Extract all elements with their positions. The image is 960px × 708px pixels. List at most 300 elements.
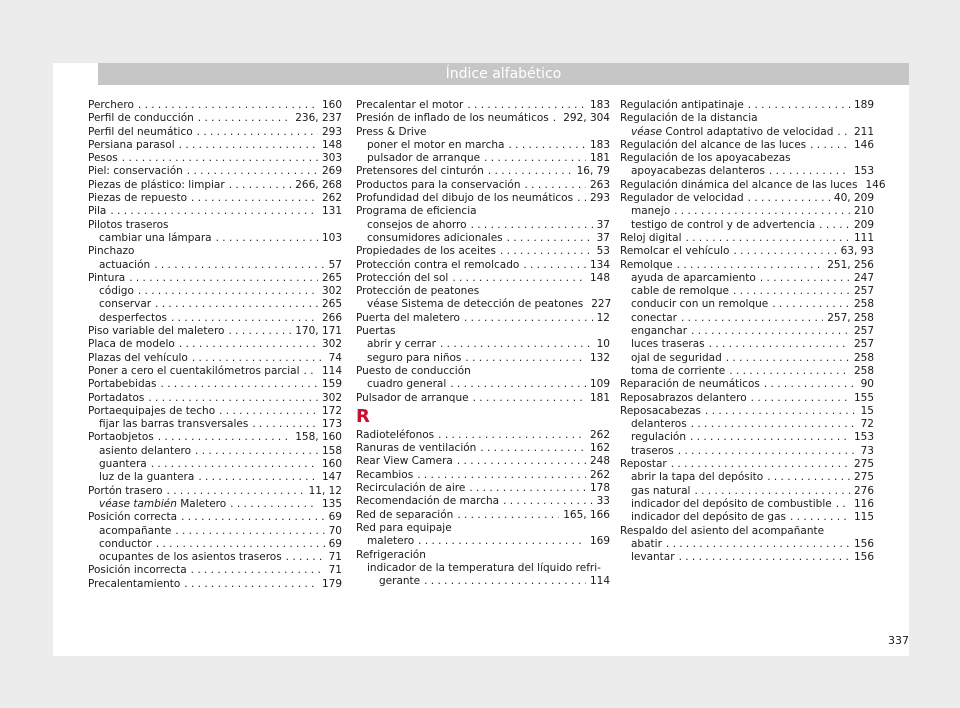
index-heading	[356, 549, 610, 562]
page-reference: 74	[328, 351, 342, 364]
page-reference: 63, 93	[840, 245, 874, 258]
entry-term: ayuda de aparcamiento	[631, 271, 756, 284]
index-entry	[88, 165, 342, 178]
entry-term: Remolque	[620, 258, 673, 271]
dot-leader	[525, 179, 586, 192]
entry-term: manejo	[631, 205, 671, 218]
page-reference: 57	[328, 258, 342, 271]
entry-term: indicador del depósito de gas	[631, 511, 786, 524]
entry-term: Regulación de la distancia	[620, 112, 758, 125]
index-entry	[620, 538, 874, 551]
entry-term: Perfil de conducción	[88, 112, 194, 125]
index-heading	[356, 126, 610, 139]
page-reference: 131	[321, 205, 342, 218]
entry-term: Protección del sol	[356, 271, 449, 284]
dot-leader	[171, 312, 318, 325]
dot-leader	[252, 418, 318, 431]
page-reference: 257, 258	[827, 311, 874, 324]
index-heading	[620, 112, 874, 125]
dot-leader	[503, 495, 593, 508]
index-entry	[88, 511, 342, 524]
page-reference: 209	[853, 218, 874, 231]
entry-term: Press & Drive	[356, 125, 427, 138]
dot-leader	[167, 485, 305, 498]
dot-leader	[230, 498, 318, 511]
page-reference: 160	[321, 99, 342, 111]
entry-term: Protección de peatones	[356, 285, 480, 298]
see-also-label: véase también	[99, 497, 177, 510]
entry-term: abatir	[631, 537, 662, 550]
index-entry	[620, 272, 874, 285]
entry-term: Profundidad del dibujo de los neumáticos	[356, 192, 574, 205]
page-reference: 114	[321, 364, 342, 377]
index-heading	[620, 525, 874, 538]
page-reference: 275	[853, 471, 874, 484]
index-entry	[88, 205, 342, 218]
index-entry	[356, 245, 610, 258]
dot-leader	[729, 365, 850, 378]
entry-term: conservar	[99, 298, 152, 311]
index-entry	[620, 298, 874, 311]
page-reference: 275	[853, 458, 874, 471]
entry-term: actuación	[99, 258, 151, 271]
entry-term: cuadro general	[367, 378, 447, 391]
page-reference: 156	[853, 537, 874, 550]
entry-term: Recirculación de aire	[356, 482, 466, 495]
dot-leader	[440, 338, 593, 351]
dot-leader	[709, 338, 850, 351]
dot-leader	[110, 205, 318, 218]
index-heading	[356, 365, 610, 378]
index-entry	[356, 469, 610, 482]
page-reference: 303	[321, 152, 342, 165]
entry-term: Productos para la conservación	[356, 178, 521, 191]
page-reference: 266	[321, 311, 342, 324]
index-entry	[356, 378, 610, 391]
dot-leader	[229, 179, 292, 192]
index-entry	[620, 325, 874, 338]
dot-leader	[179, 139, 318, 152]
index-heading	[356, 285, 610, 298]
entry-term: conductor	[99, 537, 152, 550]
dot-leader	[748, 192, 830, 205]
page-reference: 257	[853, 285, 874, 298]
page-reference: 169	[589, 535, 610, 548]
page-reference: 16, 79	[576, 165, 610, 178]
entry-term: Portadatos	[88, 391, 145, 404]
entry-term: Persiana parasol	[88, 138, 175, 151]
index-entry	[356, 165, 610, 178]
entry-term: abrir la tapa del depósito	[631, 471, 764, 484]
entry-term: Plazas del vehículo	[88, 351, 188, 364]
dot-leader	[790, 511, 850, 524]
index-heading	[88, 245, 342, 258]
dot-leader	[418, 535, 586, 548]
index-entry	[356, 535, 610, 548]
entry-term: cambiar una lámpara	[99, 231, 212, 244]
page-reference: 134	[589, 258, 610, 271]
page-reference: 302	[321, 338, 342, 351]
page-reference: 109	[589, 378, 610, 391]
page-reference: 158, 160	[295, 431, 342, 444]
index-entry	[620, 392, 874, 405]
dot-leader	[705, 405, 857, 418]
page-reference: 90	[860, 378, 874, 391]
dot-leader	[219, 405, 318, 418]
page-reference: 132	[589, 351, 610, 364]
index-entry	[620, 205, 874, 218]
entry-term: Repostar	[620, 458, 667, 471]
dot-leader	[457, 455, 586, 468]
entry-term: Remolcar el vehículo	[620, 245, 730, 258]
entry-term: Red de separación	[356, 508, 454, 521]
dot-leader	[484, 152, 586, 165]
dot-leader	[694, 485, 850, 498]
see-also-target: Control adaptativo de velocidad	[665, 125, 834, 138]
page-reference: 262	[589, 468, 610, 481]
page-reference: 179	[321, 577, 342, 590]
page-reference: 148	[589, 271, 610, 284]
dot-leader	[764, 378, 857, 391]
entry-term: Perfil del neumático	[88, 125, 193, 138]
page-reference: 183	[589, 138, 610, 151]
dot-leader	[679, 551, 850, 564]
dot-leader	[151, 458, 318, 471]
index-entry	[356, 442, 610, 455]
entry-term: seguro para niños	[367, 351, 462, 364]
entry-term: poner el motor en marcha	[367, 138, 505, 151]
entry-term: Pretensores del cinturón	[356, 165, 484, 178]
page-reference: 116	[853, 497, 874, 510]
page-reference: 269	[321, 165, 342, 178]
page-reference: 153	[853, 165, 874, 178]
entry-term: Pulsador de arranque	[356, 391, 469, 404]
index-entry	[356, 272, 610, 285]
page-reference: 111	[853, 231, 874, 244]
page-reference: 40, 209	[833, 192, 874, 205]
index-entry	[620, 418, 874, 431]
page-reference: 147	[321, 471, 342, 484]
page-reference: 257	[853, 338, 874, 351]
index-entry	[356, 152, 610, 165]
entry-term: Pila	[88, 205, 107, 218]
page-reference: 266, 268	[295, 178, 342, 191]
index-entry	[356, 338, 610, 351]
dot-leader	[450, 378, 586, 391]
entry-term: Piezas de plástico: limpiar	[88, 178, 225, 191]
index-entry	[88, 365, 342, 378]
page-number: 337	[888, 634, 909, 647]
entry-term: Pinchazo	[88, 245, 135, 258]
entry-term: Reloj digital	[620, 231, 682, 244]
dot-leader	[465, 352, 586, 365]
page-reference: 302	[321, 285, 342, 298]
entry-term: Respaldo del asiento del acompañante	[620, 524, 825, 537]
page-reference: 153	[853, 431, 874, 444]
dot-leader	[138, 99, 318, 112]
page-reference: 10	[596, 338, 610, 351]
page-reference: 115	[853, 511, 874, 524]
dot-leader	[666, 538, 850, 551]
dot-leader	[228, 325, 291, 338]
entry-term: Regulación de los apoyacabezas	[620, 152, 791, 165]
page-reference: 183	[589, 99, 610, 111]
dot-leader	[158, 431, 292, 444]
page-reference: 189	[853, 99, 874, 111]
page-reference: 70	[328, 524, 342, 537]
page-reference: 302	[321, 391, 342, 404]
page-header: Índice alfabético	[98, 63, 909, 85]
entry-term: luces traseras	[631, 338, 705, 351]
page-reference: 265	[321, 271, 342, 284]
index-entry	[88, 285, 342, 298]
entry-term: cable de remolque	[631, 285, 729, 298]
index-entry	[356, 232, 610, 245]
page-reference: 262	[589, 428, 610, 441]
dot-leader	[191, 192, 318, 205]
dot-leader	[154, 259, 324, 272]
page-reference: 53	[596, 245, 610, 258]
index-entry	[88, 272, 342, 285]
dot-leader	[464, 312, 593, 325]
index-entry	[88, 418, 342, 431]
dot-leader	[438, 429, 586, 442]
index-entry	[88, 551, 342, 564]
entry-term: toma de corriente	[631, 364, 726, 377]
index-entry	[620, 192, 874, 205]
dot-leader	[726, 352, 850, 365]
dot-leader	[523, 259, 586, 272]
entry-term: Puesto de conducción	[356, 364, 471, 377]
dot-leader	[286, 551, 325, 564]
entry-term: Reposabrazos delantero	[620, 391, 747, 404]
dot-leader	[677, 259, 824, 272]
page-reference: 159	[321, 378, 342, 391]
index-entry	[88, 338, 342, 351]
page-reference: 33	[596, 495, 610, 508]
dot-leader	[733, 245, 836, 258]
index-entry	[620, 126, 874, 139]
page-reference: 170, 171	[295, 325, 342, 338]
entry-term: Regulación dinámica del alcance de las luces	[620, 178, 858, 191]
entry-term: Presión de inflado de los neumáticos	[356, 112, 549, 125]
dot-leader	[129, 272, 318, 285]
index-entry	[356, 298, 610, 311]
dot-leader	[138, 285, 318, 298]
entry-term: pulsador de arranque	[367, 152, 481, 165]
index-entry	[88, 179, 342, 192]
index-entry	[88, 312, 342, 325]
entry-term: consejos de ahorro	[367, 218, 467, 231]
index-column-2	[356, 99, 610, 588]
index-entry	[356, 312, 610, 325]
page-reference: 160	[321, 458, 342, 471]
dot-leader	[179, 338, 318, 351]
page-reference: 293	[589, 192, 610, 205]
page-reference: 227	[591, 298, 612, 311]
entry-term: Portón trasero	[88, 484, 163, 497]
page-reference: 173	[321, 418, 342, 431]
dot-leader	[691, 325, 850, 338]
index-entry	[88, 392, 342, 405]
dot-leader	[691, 418, 857, 431]
dot-leader	[197, 126, 318, 139]
entry-term: Perchero	[88, 99, 134, 111]
index-entry	[356, 139, 610, 152]
entry-term: Recomendación de marcha	[356, 495, 500, 508]
entry-term: Regulación antipatinaje	[620, 99, 744, 111]
dot-leader	[733, 285, 850, 298]
index-entry	[88, 232, 342, 245]
dot-leader	[216, 232, 318, 245]
index-column-3	[620, 99, 886, 564]
page-reference: 210	[853, 205, 874, 218]
see-also-target: Maletero	[180, 497, 227, 510]
entry-term: Piel: conservación	[88, 165, 183, 178]
entry-term: Portaobjetos	[88, 431, 154, 444]
entry-term: abrir y cerrar	[367, 338, 436, 351]
entry-term: Rear View Camera	[356, 455, 453, 468]
entry-term: Pilotos traseros	[88, 218, 169, 231]
index-entry	[620, 338, 874, 351]
page-reference: 69	[328, 511, 342, 524]
entry-term: desperfectos	[99, 311, 167, 324]
index-entry	[620, 232, 874, 245]
index-entry	[620, 245, 874, 258]
entry-term: ojal de seguridad	[631, 351, 722, 364]
dot-leader	[156, 538, 325, 551]
entry-term: indicador de la temperatura del líquido refri-	[367, 561, 601, 574]
index-entry	[356, 112, 610, 125]
entry-term: gerante	[379, 575, 421, 588]
dot-leader	[488, 165, 573, 178]
dot-leader	[760, 272, 850, 285]
dot-leader	[191, 564, 325, 577]
entry-term: apoyacabezas delanteros	[631, 165, 765, 178]
entry-term: acompañante	[99, 524, 172, 537]
index-entry	[356, 352, 610, 365]
entry-term: Posición correcta	[88, 511, 178, 524]
dot-leader	[769, 165, 850, 178]
index-column-1	[88, 99, 342, 591]
entry-term: Precalentar el motor	[356, 99, 464, 111]
index-entry	[88, 139, 342, 152]
entry-term: Red para equipaje	[356, 521, 452, 534]
page-reference: 146	[853, 138, 874, 151]
index-entry	[620, 471, 874, 484]
index-entry	[88, 445, 342, 458]
entry-term: Regulación del alcance de las luces	[620, 138, 807, 151]
entry-term: testigo de control y de advertencia	[631, 218, 816, 231]
index-entry	[620, 178, 886, 192]
entry-term: Puertas	[356, 325, 396, 338]
index-entry	[620, 285, 874, 298]
index-entry	[620, 312, 874, 325]
index-entry	[620, 431, 874, 444]
index-entry	[88, 525, 342, 538]
index-entry	[88, 298, 342, 311]
entry-term: Posición incorrecta	[88, 564, 187, 577]
entry-term: traseros	[631, 444, 674, 457]
index-entry	[88, 471, 342, 484]
index-entry	[356, 495, 610, 508]
dot-leader	[837, 126, 850, 139]
page-reference: 103	[321, 231, 342, 244]
page-reference: 156	[853, 551, 874, 564]
index-heading	[88, 219, 342, 232]
page-reference: 37	[596, 218, 610, 231]
entry-term	[99, 498, 226, 511]
section-letter: R	[356, 405, 370, 427]
dot-leader	[155, 298, 318, 311]
index-entry	[620, 378, 874, 391]
index-entry	[88, 564, 342, 577]
index-entry	[88, 578, 342, 591]
page-reference: 276	[853, 484, 874, 497]
dot-leader	[417, 469, 586, 482]
entry-term: Piezas de repuesto	[88, 192, 188, 205]
dot-leader	[686, 232, 850, 245]
dot-leader	[751, 392, 850, 405]
index-entry	[620, 458, 874, 471]
dot-leader	[469, 482, 586, 495]
index-entry	[88, 259, 342, 272]
dot-leader	[184, 578, 318, 591]
dot-leader	[148, 392, 318, 405]
dot-leader	[457, 509, 559, 522]
entry-term: código	[99, 285, 134, 298]
index-heading	[356, 522, 610, 535]
index-entry	[356, 509, 610, 522]
page-reference: 71	[328, 551, 342, 564]
entry-term: conectar	[631, 311, 677, 324]
dot-leader	[500, 245, 593, 258]
index-entry	[620, 139, 874, 152]
index-entry	[356, 259, 610, 272]
entry-term: consumidores adicionales	[367, 231, 503, 244]
index-entry	[356, 455, 610, 468]
index-entry	[356, 179, 610, 192]
index-entry	[88, 538, 342, 551]
index-heading	[356, 205, 610, 218]
dot-leader	[467, 99, 586, 112]
see-also-label: véase	[631, 125, 663, 138]
entry-term: véase Sistema de detección de peatones	[367, 298, 584, 311]
dot-leader	[424, 575, 586, 588]
page-reference: 258	[853, 364, 874, 377]
index-entry	[356, 575, 610, 588]
page-reference: 37	[596, 231, 610, 244]
entry-term: Pintura	[88, 271, 126, 284]
entry-term: Portaequipajes de techo	[88, 404, 216, 417]
page-reference: 211	[853, 125, 874, 138]
index-entry	[88, 405, 342, 418]
index-entry	[620, 352, 874, 365]
index-entry	[88, 498, 342, 511]
entry-term: delanteros	[631, 418, 687, 431]
dot-leader	[198, 112, 291, 125]
dot-leader	[553, 112, 559, 125]
entry-term: conducir con un remolque	[631, 298, 769, 311]
index-entry	[356, 99, 610, 112]
index-entry	[620, 445, 874, 458]
index-entry	[88, 112, 342, 125]
page-reference: 135	[321, 497, 342, 510]
index-entry	[88, 325, 342, 338]
index-entry	[620, 259, 874, 272]
dot-leader	[681, 312, 823, 325]
index-entry	[88, 378, 342, 391]
